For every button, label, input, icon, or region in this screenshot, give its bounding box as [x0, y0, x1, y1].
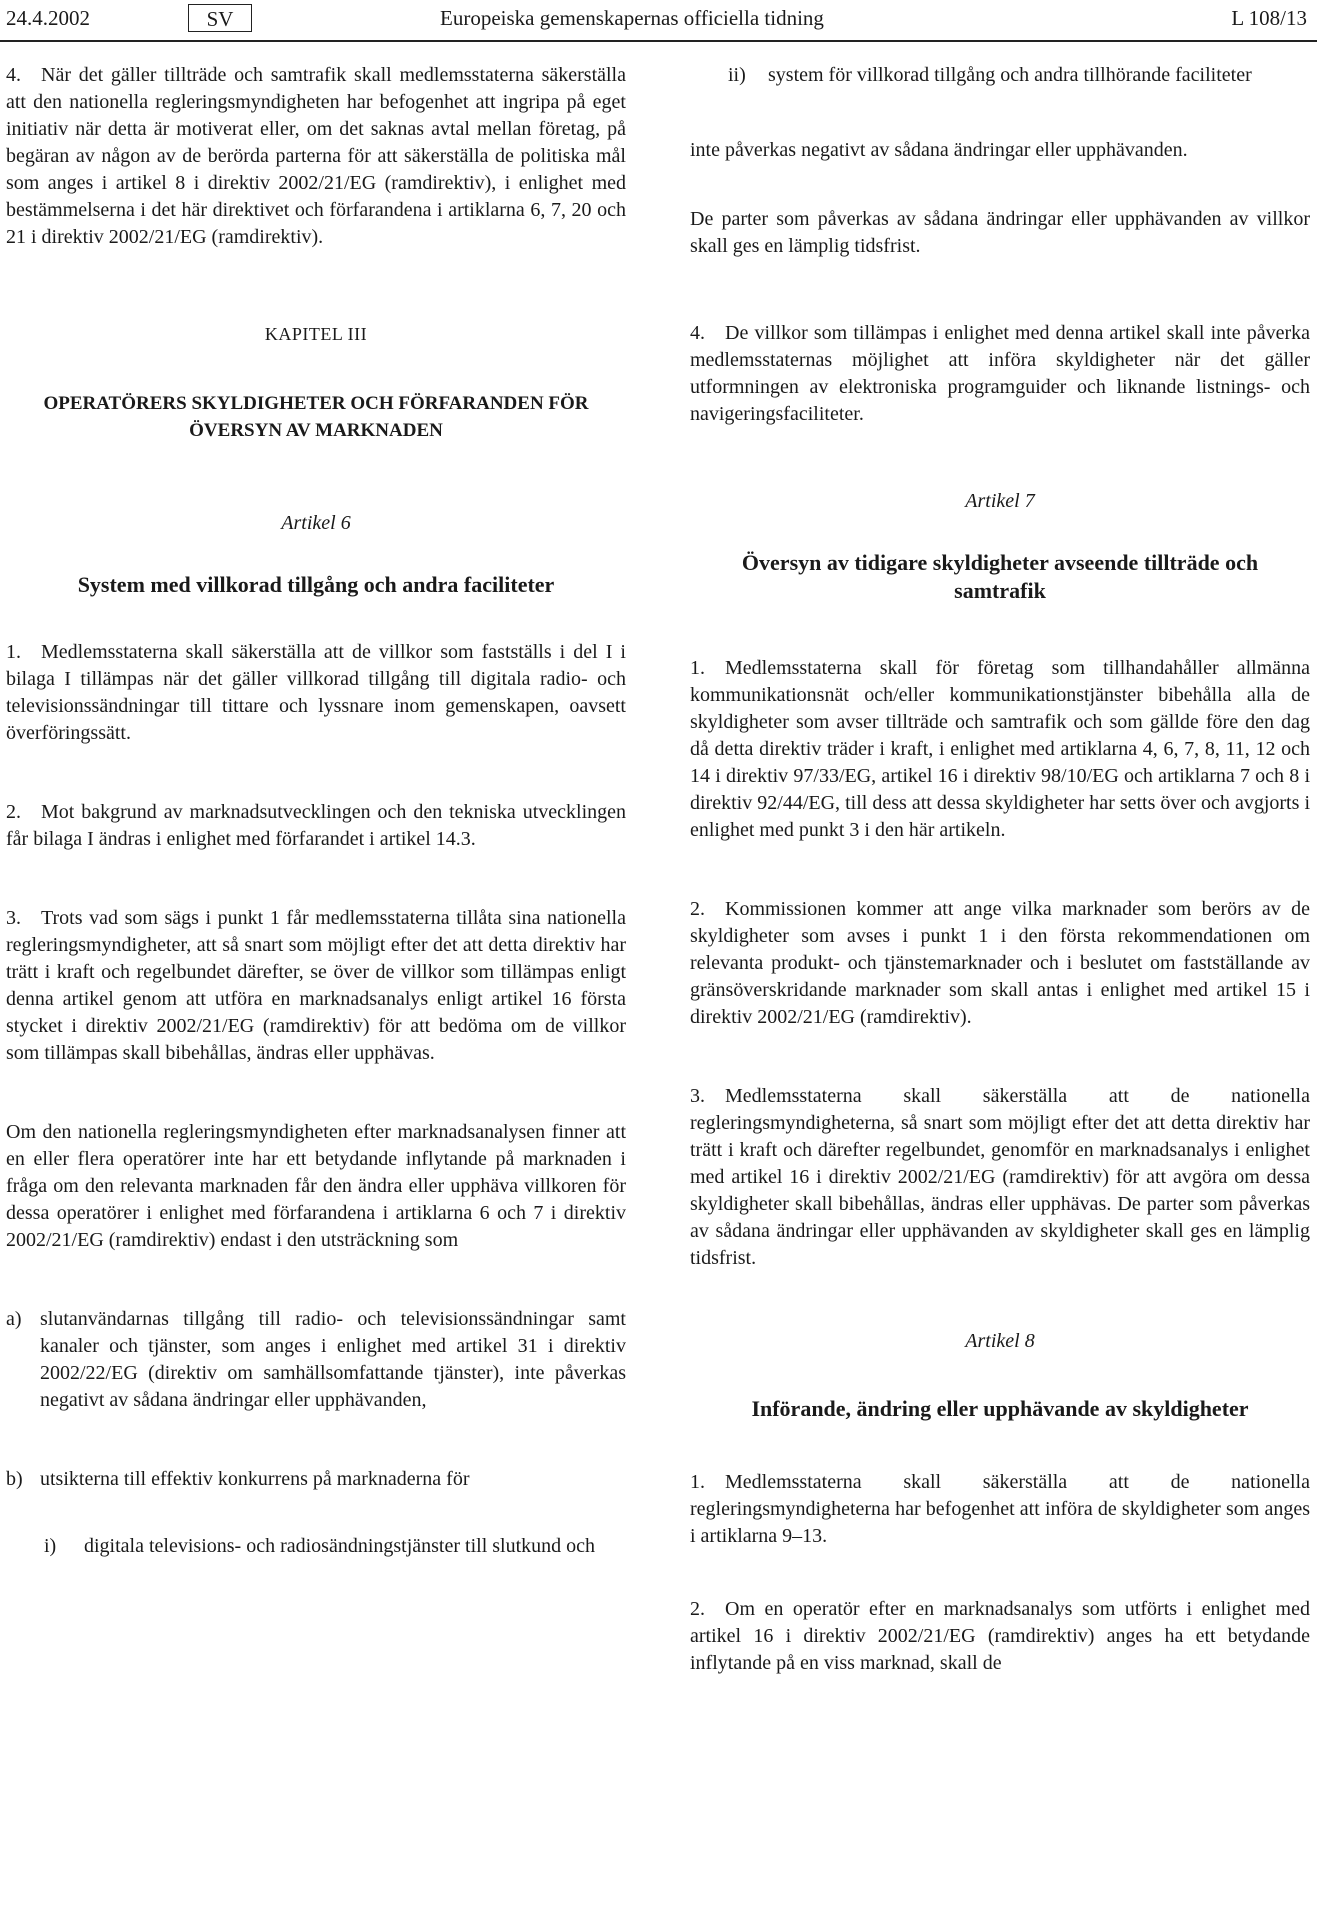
article-6-paragraph-3: 3. Trots vad som sägs i punkt 1 får medlemsstaterna tillåta sina nationella regleringsmyndigheter, att så snart som möjligt efter det att detta direktiv har trätt i kraft och regelbundet därefter, se över de villkor som tillämpas enligt denna artikel genom att utföra en marknadsanalys enligt artikel 16 första stycket i direktiv 2002/21/EG (ramdirektiv) för att bedöma om de villkor som tillämpas skall bibehållas, ändras eller upphävas. — [6, 907, 626, 1064]
article-6-paragraph-3-continued: Om den nationella regleringsmyndigheten efter marknadsanalysen finner att en eller flera operatörer inte har ett betydande inflytande på marknaden i fråga om den relevanta marknaden får den ändra eller upphäva villkoren för dessa operatörer i enlighet med förfarandena i artiklarna 6 och 7 i direktiv 2002/21/EG (ramdirektiv) endast i den utsträckning som — [6, 1121, 626, 1251]
article-8-paragraph-1: 1. Medlemsstaterna skall säkerställa att de nationella regleringsmyndigheterna har befogenhet att införa de skyldigheter som anges i artiklarna 9–13. — [690, 1471, 1310, 1547]
list-label-a: a) — [6, 1308, 22, 1330]
article-6-paragraph-4: 4. De villkor som tillämpas i enlighet med denna artikel skall inte påverka medlemsstaternas möjlighet att införa skyldigheter när det gäller utformningen av elektroniska programguider och liknande listnings- och navigeringsfaciliteter. — [690, 322, 1310, 425]
list-item-a — [6, 1306, 626, 1414]
article-8-paragraph-2: 2. Om en operatör efter en marknadsanalys som utförts i enlighet med artikel 16 i direktiv 2002/21/EG (ramdirektiv) anges ha ett betydande inflytande på en viss marknad, skall de — [690, 1598, 1310, 1674]
sub-label-ii: ii) — [728, 64, 746, 86]
page-number: L 108/13 — [1231, 6, 1307, 30]
list-item-b — [6, 1466, 626, 1493]
publication-date: 24.4.2002 — [6, 6, 90, 30]
article-8-number: Artikel 8 — [965, 1330, 1035, 1352]
journal-title: Europeiska gemenskapernas officiella tidning — [440, 6, 824, 30]
paragraph-4: 4. När det gäller tillträde och samtrafik skall medlemsstaterna säkerställa att den nationella regleringsmyndigheten har befogenhet att ingripa på eget initiativ när detta är motiverat eller, om det saknas avtal mellan företag, på begäran av någon av de berörda parterna för att säkerställa de politiska mål som anges i artikel 8 i direktiv 2002/21/EG (ramdirektiv), i enlighet med bestämmelserna i det här direktivet och förfarandena i artiklarna 6, 7, 20 och 21 i direktiv 2002/21/EG (ramdirektiv). — [6, 64, 626, 248]
chapter-title: OPERATÖRERS SKYLDIGHETER OCH FÖRFARANDEN FÖR ÖVERSYN AV MARKNADEN — [43, 393, 589, 441]
article-6-number: Artikel 6 — [281, 512, 351, 534]
article-6-title: System med villkorad tillgång och andra faciliteter — [77, 572, 555, 597]
deadline-text: De parter som påverkas av sådana ändringar eller upphävanden av villkor skall ges en lämplig tidsfrist. — [690, 208, 1310, 257]
sub-item-i — [44, 1533, 626, 1560]
continuation-text: inte påverkas negativt av sådana ändringar eller upphävanden. — [690, 139, 1188, 161]
page-header — [0, 0, 1317, 40]
list-text-b: utsikterna till effektiv konkurrens på marknaderna för — [40, 1468, 470, 1490]
sub-label-i: i) — [44, 1535, 57, 1557]
chapter-number: KAPITEL III — [264, 324, 368, 344]
list-text-a: slutanvändarnas tillgång till radio- och televisionssändningar samt kanaler och tjänster, som anges i enlighet med artikel 31 i direktiv 2002/22/EG (direktiv om samhällsomfattande tjänster), inte påverkas negativt av sådana ändringar eller upphävanden, — [40, 1308, 626, 1411]
sub-text-i: digitala televisions- och radiosändningstjänster till slutkund och — [84, 1535, 596, 1557]
article-6-paragraph-1: 1. Medlemsstaterna skall säkerställa att de villkor som fastställs i del I i bilaga I tillämpas när det gäller villkorad tillgång till digitala radio- och televisionssändningar till tittare och lyssnare inom gemenskapen, oavsett överföringssätt. — [6, 641, 626, 744]
article-7-paragraph-2: 2. Kommissionen kommer att ange vilka marknader som berörs av de skyldigheter som avses i punkt 1 i den första rekommendationen om relevanta produkt- och tjänstemarknader och i beslutet om fastställande av gränsöverskridande marknader som skall antas i enlighet med artikel 15 i direktiv 2002/21/EG (ramdirektiv). — [690, 898, 1310, 1028]
right-column — [690, 62, 1310, 1677]
list-label-b: b) — [6, 1468, 23, 1490]
left-column — [6, 62, 626, 1560]
article-7-paragraph-1: 1. Medlemsstaterna skall för företag som tillhandahåller allmänna kommunikationsnät och/eller kommunikationstjänster bibehålla alla de skyldigheter som avser tillträde och samtrafik och som gällde före den dag då detta direktiv träder i kraft, i enlighet med artiklarna 4, 6, 7, 8, 11, 12 och 14 i direktiv 97/33/EG, artikel 16 i direktiv 98/10/EG och artiklarna 7 och 8 i direktiv 92/44/EG, till dess att dessa skyldigheter har setts över och avgjorts i enlighet med punkt 3 i den här artikeln. — [690, 657, 1310, 841]
sub-text-ii: system för villkorad tillgång och andra tillhörande faciliteter — [768, 64, 1252, 86]
sub-item-ii — [728, 62, 1310, 89]
article-7-title: Översyn av tidigare skyldigheter avseende tillträde och samtrafik — [741, 550, 1259, 603]
article-6-paragraph-2: 2. Mot bakgrund av marknadsutvecklingen och den tekniska utvecklingen får bilaga I ändras i enlighet med förfarandet i artikel 14.3. — [6, 801, 626, 850]
article-7-paragraph-3: 3. Medlemsstaterna skall säkerställa att de nationella regleringsmyndigheterna, så snart som möjligt efter det att detta direktiv har trätt i kraft och därefter regelbundet, genomför en marknadsanalys i enlighet med artikel 16 i direktiv 2002/21/EG (ramdirektiv) för att avgöra om dessa skyldigheter skall bibehållas, ändras eller upphävas. De parter som påverkas av sådana ändringar eller upphävanden av skyldigheter skall ges en lämplig tidsfrist. — [690, 1085, 1310, 1269]
header-rule — [0, 40, 1317, 42]
article-8-title: Införande, ändring eller upphävande av skyldigheter — [751, 1396, 1249, 1421]
article-7-number: Artikel 7 — [965, 490, 1035, 512]
language-badge: SV — [188, 4, 252, 32]
